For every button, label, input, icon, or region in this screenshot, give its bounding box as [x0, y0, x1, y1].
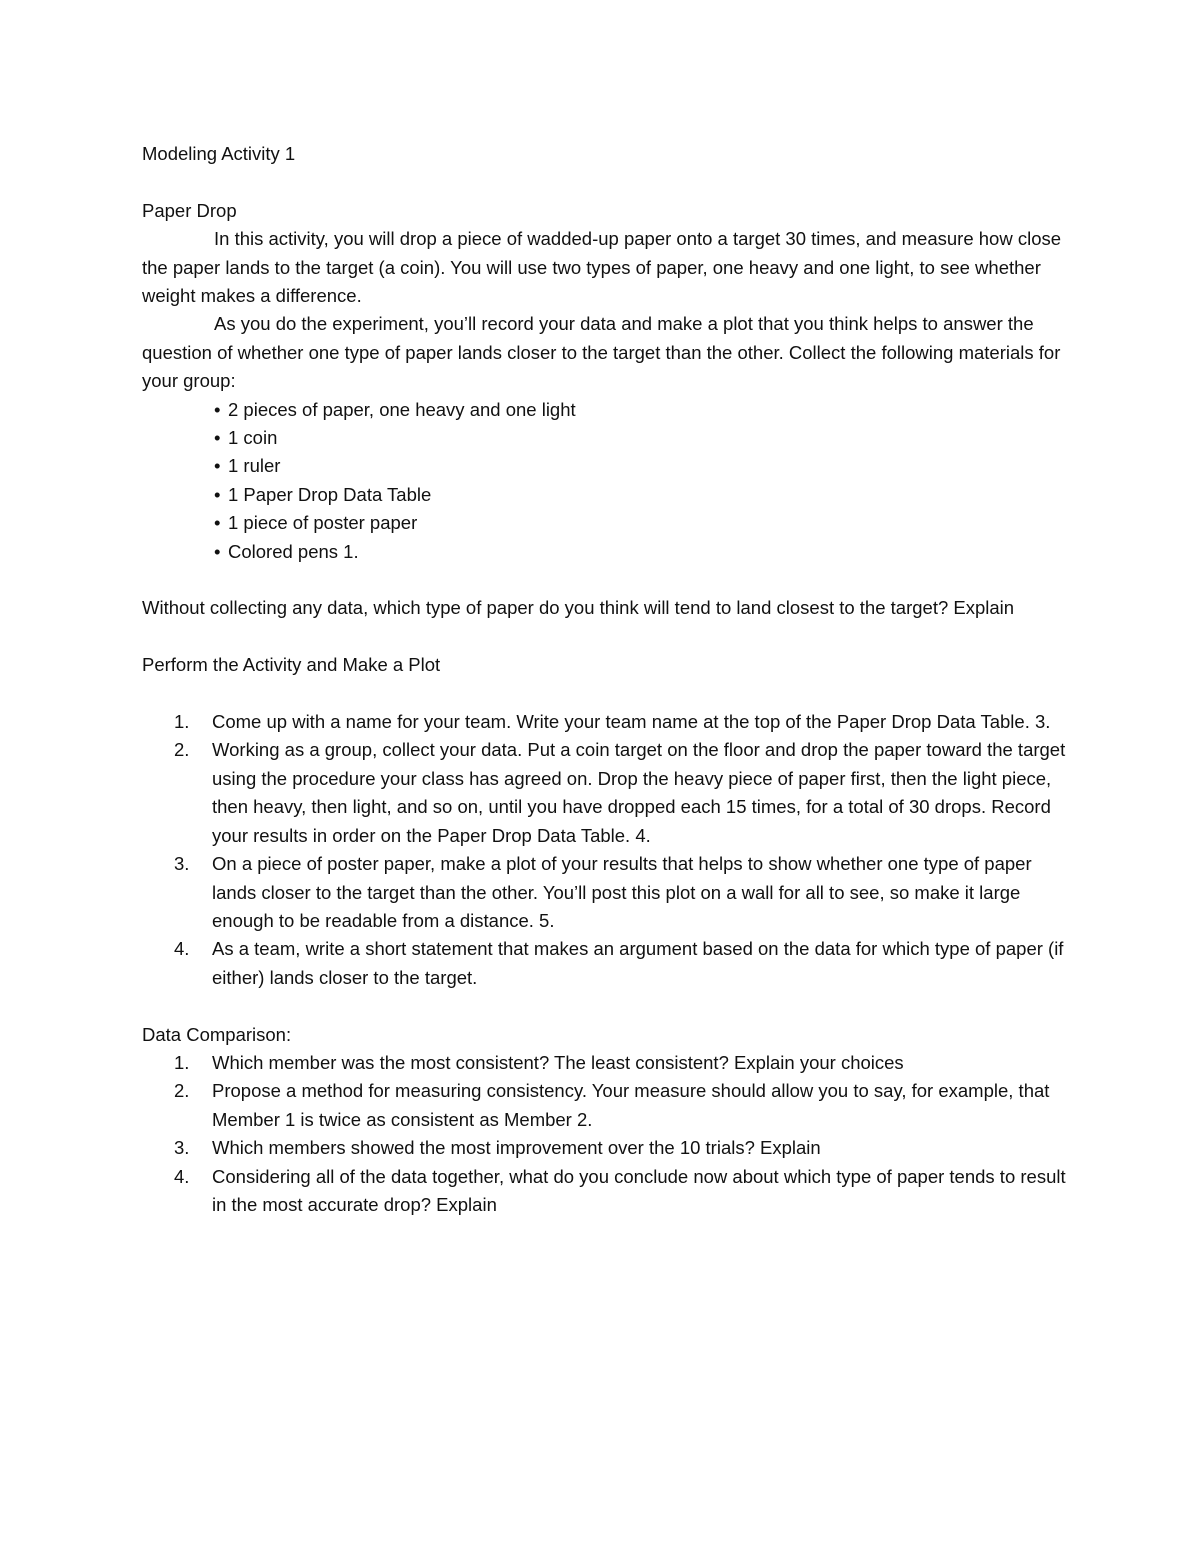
intro-paragraph-2-text: As you do the experiment, you’ll record your data and make a plot that you think helps to answer the question of whether one type of paper lands closer to the target than the other. Collect the following materials for your group: — [142, 313, 1061, 392]
list-item — [142, 708, 1072, 736]
section-title-paper-drop: Paper Drop — [142, 199, 237, 221]
item-number: 2. — [174, 1080, 190, 1102]
spacer — [142, 168, 1072, 196]
bullet-icon: • — [214, 455, 221, 477]
item-number: 4. — [174, 1165, 190, 1187]
material-text: Colored pens 1. — [228, 540, 359, 562]
document-title: Modeling Activity 1 — [142, 143, 296, 164]
spacer — [142, 680, 1072, 708]
list-item — [142, 935, 1072, 992]
step-text: On a piece of poster paper, make a plot of your results that helps to show whether one type of paper lands closer to the target than the other. You’ll post this plot on a wall for all to see, so make it large enough to be readable from a distance. 5. — [212, 853, 1032, 931]
prediction-question: Without collecting any data, which type of paper do you think will tend to land closest to the target? Explain — [142, 597, 1015, 619]
intro-paragraph-1-text: In this activity, you will drop a piece of wadded-up paper onto a target 30 times, and measure how close the paper lands to the target (a coin). You will use two types of paper, one heavy and one light, to see whether weight makes a difference. — [142, 228, 1062, 307]
document-page — [142, 140, 1072, 1219]
bullet-icon: • — [214, 483, 221, 505]
material-text: 2 pieces of paper, one heavy and one light — [228, 398, 576, 420]
spacer — [142, 566, 1072, 594]
list-item — [214, 538, 1072, 566]
material-text: 1 piece of poster paper — [228, 512, 418, 534]
bullet-icon: • — [214, 512, 221, 534]
bullet-icon: • — [214, 540, 221, 562]
material-text: 1 ruler — [228, 455, 281, 477]
step-text: Working as a group, collect your data. Put a coin target on the floor and drop the paper toward the target using the procedure your class has agreed on. Drop the heavy piece of paper first, then the light piece, then heavy, then light, and so on, until you have dropped each 15 times, for a total of 30 drops. Record your results in order on the Paper Drop Data Table. 4. — [212, 739, 1066, 846]
list-item — [214, 481, 1072, 509]
step-text: Come up with a name for your team. Write your team name at the top of the Paper Drop Data Table. 3. — [212, 711, 1051, 733]
intro-paragraph-2 — [142, 310, 1072, 395]
bullet-icon: • — [214, 427, 221, 449]
perform-steps-list — [142, 708, 1072, 992]
item-text: Which member was the most consistent? The least consistent? Explain your choices — [212, 1051, 904, 1073]
list-item — [142, 1077, 1072, 1134]
intro-paragraph-1 — [142, 225, 1072, 310]
list-item — [214, 396, 1072, 424]
item-number: 1. — [174, 1051, 190, 1073]
comparison-list — [142, 1049, 1072, 1219]
material-text: 1 coin — [228, 427, 278, 449]
step-number: 4. — [174, 938, 190, 960]
bullet-icon: • — [214, 398, 221, 420]
list-item — [214, 452, 1072, 480]
spacer — [142, 992, 1072, 1020]
perform-heading: Perform the Activity and Make a Plot — [142, 654, 441, 676]
list-item — [214, 509, 1072, 537]
step-number: 3. — [174, 853, 190, 875]
list-item — [142, 850, 1072, 935]
step-number: 1. — [174, 711, 190, 733]
step-number: 2. — [174, 739, 190, 761]
list-item — [142, 1163, 1072, 1220]
item-text: Which members showed the most improvement over the 10 trials? Explain — [212, 1137, 821, 1159]
material-text: 1 Paper Drop Data Table — [228, 483, 432, 505]
materials-list — [142, 396, 1072, 566]
step-text: As a team, write a short statement that makes an argument based on the data for which type of paper (if either) lands closer to the target. — [212, 938, 1064, 988]
comparison-heading: Data Comparison: — [142, 1023, 292, 1045]
item-text: Propose a method for measuring consistency. Your measure should allow you to say, for example, that Member 1 is twice as consistent as Member 2. — [212, 1080, 1050, 1130]
list-item — [142, 736, 1072, 850]
list-item — [214, 424, 1072, 452]
item-text: Considering all of the data together, what do you conclude now about which type of paper tends to result in the most accurate drop? Explain — [212, 1165, 1066, 1215]
list-item — [142, 1134, 1072, 1162]
item-number: 3. — [174, 1137, 190, 1159]
spacer — [142, 623, 1072, 651]
list-item — [142, 1049, 1072, 1077]
